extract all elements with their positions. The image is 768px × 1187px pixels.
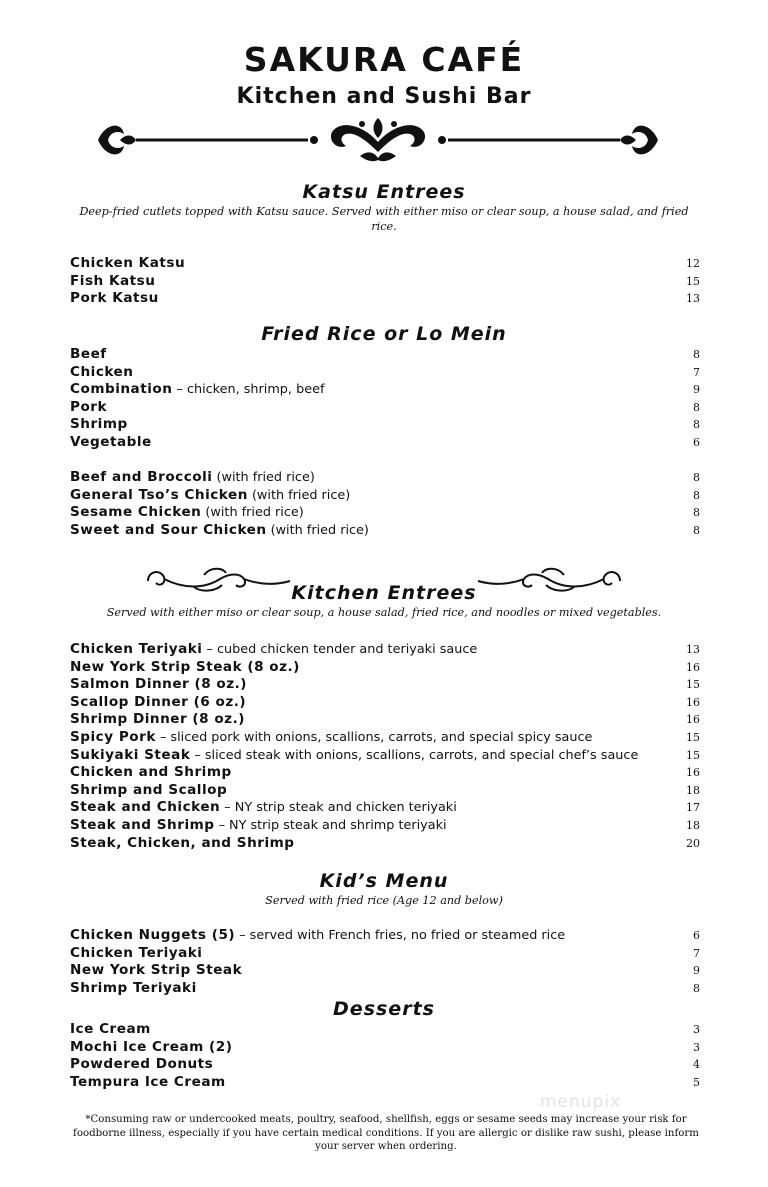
menu-item-name: Sweet and Sour Chicken	[70, 521, 267, 538]
menu-item-name: Chicken Nuggets (5)	[70, 927, 236, 943]
menu-item-name: Powdered Donuts	[70, 1056, 214, 1073]
menu-item-name: Sesame Chicken	[70, 504, 202, 521]
section-title-desserts: Desserts	[333, 998, 435, 1020]
menu-item	[70, 782, 700, 800]
menu-item-name: Chicken Teriyaki	[70, 944, 203, 961]
menu-item	[70, 273, 700, 291]
menu-item	[70, 1056, 700, 1074]
menu-item	[70, 381, 700, 399]
menu-item-price: 6	[693, 435, 700, 449]
menu-item-description: – sliced steak with onions, scallions, carrots, and special chef’s sauce	[190, 747, 639, 763]
menu-item-name: Fish Katsu	[70, 272, 156, 289]
menu-item-name: Chicken and Shrimp	[70, 764, 232, 781]
menu-item	[70, 1021, 700, 1039]
menu-item	[70, 504, 700, 522]
watermark: menupix	[540, 1092, 622, 1112]
menu-item-price: 8	[693, 506, 700, 520]
menu-item-price: 7	[693, 946, 700, 960]
menu-item-price: 16	[686, 766, 700, 780]
katsu-list	[0, 255, 768, 308]
menu-item-name: Vegetable	[70, 433, 152, 450]
kitchen-list	[0, 641, 768, 852]
menu-item-name: Shrimp	[70, 416, 128, 433]
menu-item	[70, 255, 700, 273]
menu-item-price: 8	[693, 418, 700, 432]
menu-item	[70, 290, 700, 308]
menu-item	[70, 694, 700, 712]
menu-item-name: Shrimp Dinner (8 oz.)	[70, 711, 245, 728]
menu-item-price: 15	[686, 730, 700, 744]
menu-item	[70, 346, 700, 364]
menu-item-name: New York Strip Steak (8 oz.)	[70, 658, 300, 675]
menu-item-name: Shrimp Teriyaki	[70, 979, 197, 996]
menu-item	[70, 799, 700, 817]
fried-rice-list	[0, 346, 768, 452]
menu-item-price: 13	[686, 292, 700, 306]
menu-item-price: 4	[693, 1058, 700, 1072]
section-kitchen	[0, 581, 768, 852]
desserts-list	[0, 1021, 768, 1091]
menu-item	[70, 487, 700, 505]
section-fried-rice	[0, 322, 768, 540]
menu-item-name: Scallop Dinner (6 oz.)	[70, 693, 247, 710]
menu-item-price: 18	[686, 818, 700, 832]
menu-item-price: 6	[693, 929, 700, 942]
menu-item	[70, 945, 700, 963]
menu-item-name: Chicken Teriyaki	[70, 641, 203, 657]
menu-item-description: – chicken, shrimp, beef	[172, 382, 325, 398]
section-title-kitchen: Kitchen Entrees	[291, 582, 477, 604]
menu-item-price: 8	[693, 348, 700, 361]
menu-item-price: 18	[686, 783, 700, 797]
menu-item-price: 8	[693, 523, 700, 537]
menu-item-description: (with fried rice)	[212, 470, 315, 486]
menu-item	[70, 962, 700, 980]
menu-item-name: Pork	[70, 398, 108, 415]
menu-item-price: 3	[693, 1023, 700, 1036]
menu-item-name: Ice Cream	[70, 1021, 151, 1037]
menu-item	[70, 522, 700, 540]
menu-item	[70, 364, 700, 382]
menu-item-price: 8	[693, 981, 700, 995]
menu-item-name: Tempura Ice Cream	[70, 1073, 226, 1090]
menu-item-price: 8	[693, 400, 700, 414]
menu-item-price: 17	[686, 801, 700, 815]
menu-item-name: Combination	[70, 381, 173, 398]
menu-item-price: 5	[693, 1075, 700, 1089]
menu-item	[70, 469, 700, 487]
kids-list	[0, 927, 768, 997]
section-title-kids: Kid’s Menu	[319, 870, 449, 892]
menu-item-name: Pork Katsu	[70, 290, 159, 307]
menu-item-name: Beef and Broccoli	[70, 469, 213, 486]
menu-item-name: Shrimp and Scallop	[70, 781, 228, 798]
fried-rice-specials-list	[0, 469, 768, 539]
menu-item	[70, 416, 700, 434]
menu-item-price: 3	[693, 1040, 700, 1054]
section-katsu	[0, 180, 768, 308]
section-desserts	[0, 997, 768, 1091]
menu-item	[70, 817, 700, 835]
menu-item-name: Steak and Chicken	[70, 799, 221, 816]
menu-item	[70, 399, 700, 417]
section-desc-kids: Served with fried rice (Age 12 and below)	[265, 894, 503, 907]
menu-item-price: 16	[686, 713, 700, 727]
menu-item-name: General Tso’s Chicken	[70, 486, 248, 503]
menu-item-name: New York Strip Steak	[70, 962, 243, 979]
section-desc-kitchen: Served with either miso or clear soup, a house salad, fried rice, and noodles or mixed vegetables.	[106, 606, 662, 619]
menu-item-price: 9	[693, 383, 700, 397]
menu-item-price: 16	[686, 695, 700, 709]
menu-item-description: (with fried rice)	[201, 505, 304, 521]
menu-item-price: 16	[686, 660, 700, 674]
menu-item-price: 7	[693, 365, 700, 379]
section-desc-katsu: Deep-fried cutlets topped with Katsu sauce. Served with either miso or clear soup, a house salad, and fried rice.	[79, 205, 689, 233]
menu-item	[70, 641, 700, 659]
menu-item-name: Steak, Chicken, and Shrimp	[70, 834, 295, 851]
menu-item-price: 8	[693, 488, 700, 502]
menu-item	[70, 764, 700, 782]
menu-item-description: (with fried rice)	[266, 522, 369, 538]
menu-item-price: 15	[686, 678, 700, 692]
menu-item	[70, 980, 700, 998]
menu-item	[70, 676, 700, 694]
menu-item	[70, 659, 700, 677]
menu-item-description: – NY strip steak and shrimp teriyaki	[214, 817, 447, 833]
menu-item	[70, 711, 700, 729]
menu-item-price: 15	[686, 274, 700, 288]
menu-item-price: 13	[686, 643, 700, 656]
menu-item	[70, 729, 700, 747]
menu-item-name: Steak and Shrimp	[70, 816, 215, 833]
menu-item-price: 12	[686, 257, 700, 270]
restaurant-name: SAKURA CAFÉ	[243, 40, 525, 79]
menu-item-price: 20	[686, 836, 700, 850]
menu-item-name: Sukiyaki Steak	[70, 746, 191, 763]
menu-item-name: Spicy Pork	[70, 728, 156, 745]
menu-item-name: Mochi Ice Cream (2)	[70, 1038, 233, 1055]
menu-item-price: 8	[693, 471, 700, 485]
menu-item	[70, 747, 700, 765]
menu-item-name: Salmon Dinner (8 oz.)	[70, 676, 248, 693]
menu-item	[70, 1074, 700, 1092]
section-title-fried-rice: Fried Rice or Lo Mein	[261, 323, 507, 345]
menu-item-description: – cubed chicken tender and teriyaki sauce	[202, 642, 478, 657]
menu-item-description: – NY strip steak and chicken teriyaki	[220, 800, 457, 816]
menu-item	[70, 434, 700, 452]
menu-item	[70, 927, 700, 945]
menu-item	[70, 835, 700, 853]
menu-item-description: (with fried rice)	[247, 487, 351, 503]
section-title-katsu: Katsu Entrees	[302, 181, 466, 203]
menu-item-description: – served with French fries, no fried or steamed rice	[235, 928, 566, 943]
restaurant-subtitle: Kitchen and Sushi Bar	[236, 84, 532, 109]
header-ornament-icon	[92, 112, 664, 168]
allergy-footnote: *Consuming raw or undercooked meats, poultry, seafood, shellfish, eggs or sesame seeds may increase your risk for foodborne illness, especially if you have certain medical conditions. If you are allergic or dislike raw sushi, please inform your server when ordering.	[73, 1114, 699, 1152]
menu-item-name: Chicken	[70, 363, 134, 380]
section-kids	[0, 869, 768, 997]
menu-item-name: Beef	[70, 346, 107, 362]
menu-item-description: – sliced pork with onions, scallions, carrots, and special spicy sauce	[155, 729, 593, 745]
menu-item	[70, 1039, 700, 1057]
menu-item-price: 9	[693, 964, 700, 978]
menu-item-name: Chicken Katsu	[70, 255, 186, 271]
menu-item-price: 15	[686, 748, 700, 762]
